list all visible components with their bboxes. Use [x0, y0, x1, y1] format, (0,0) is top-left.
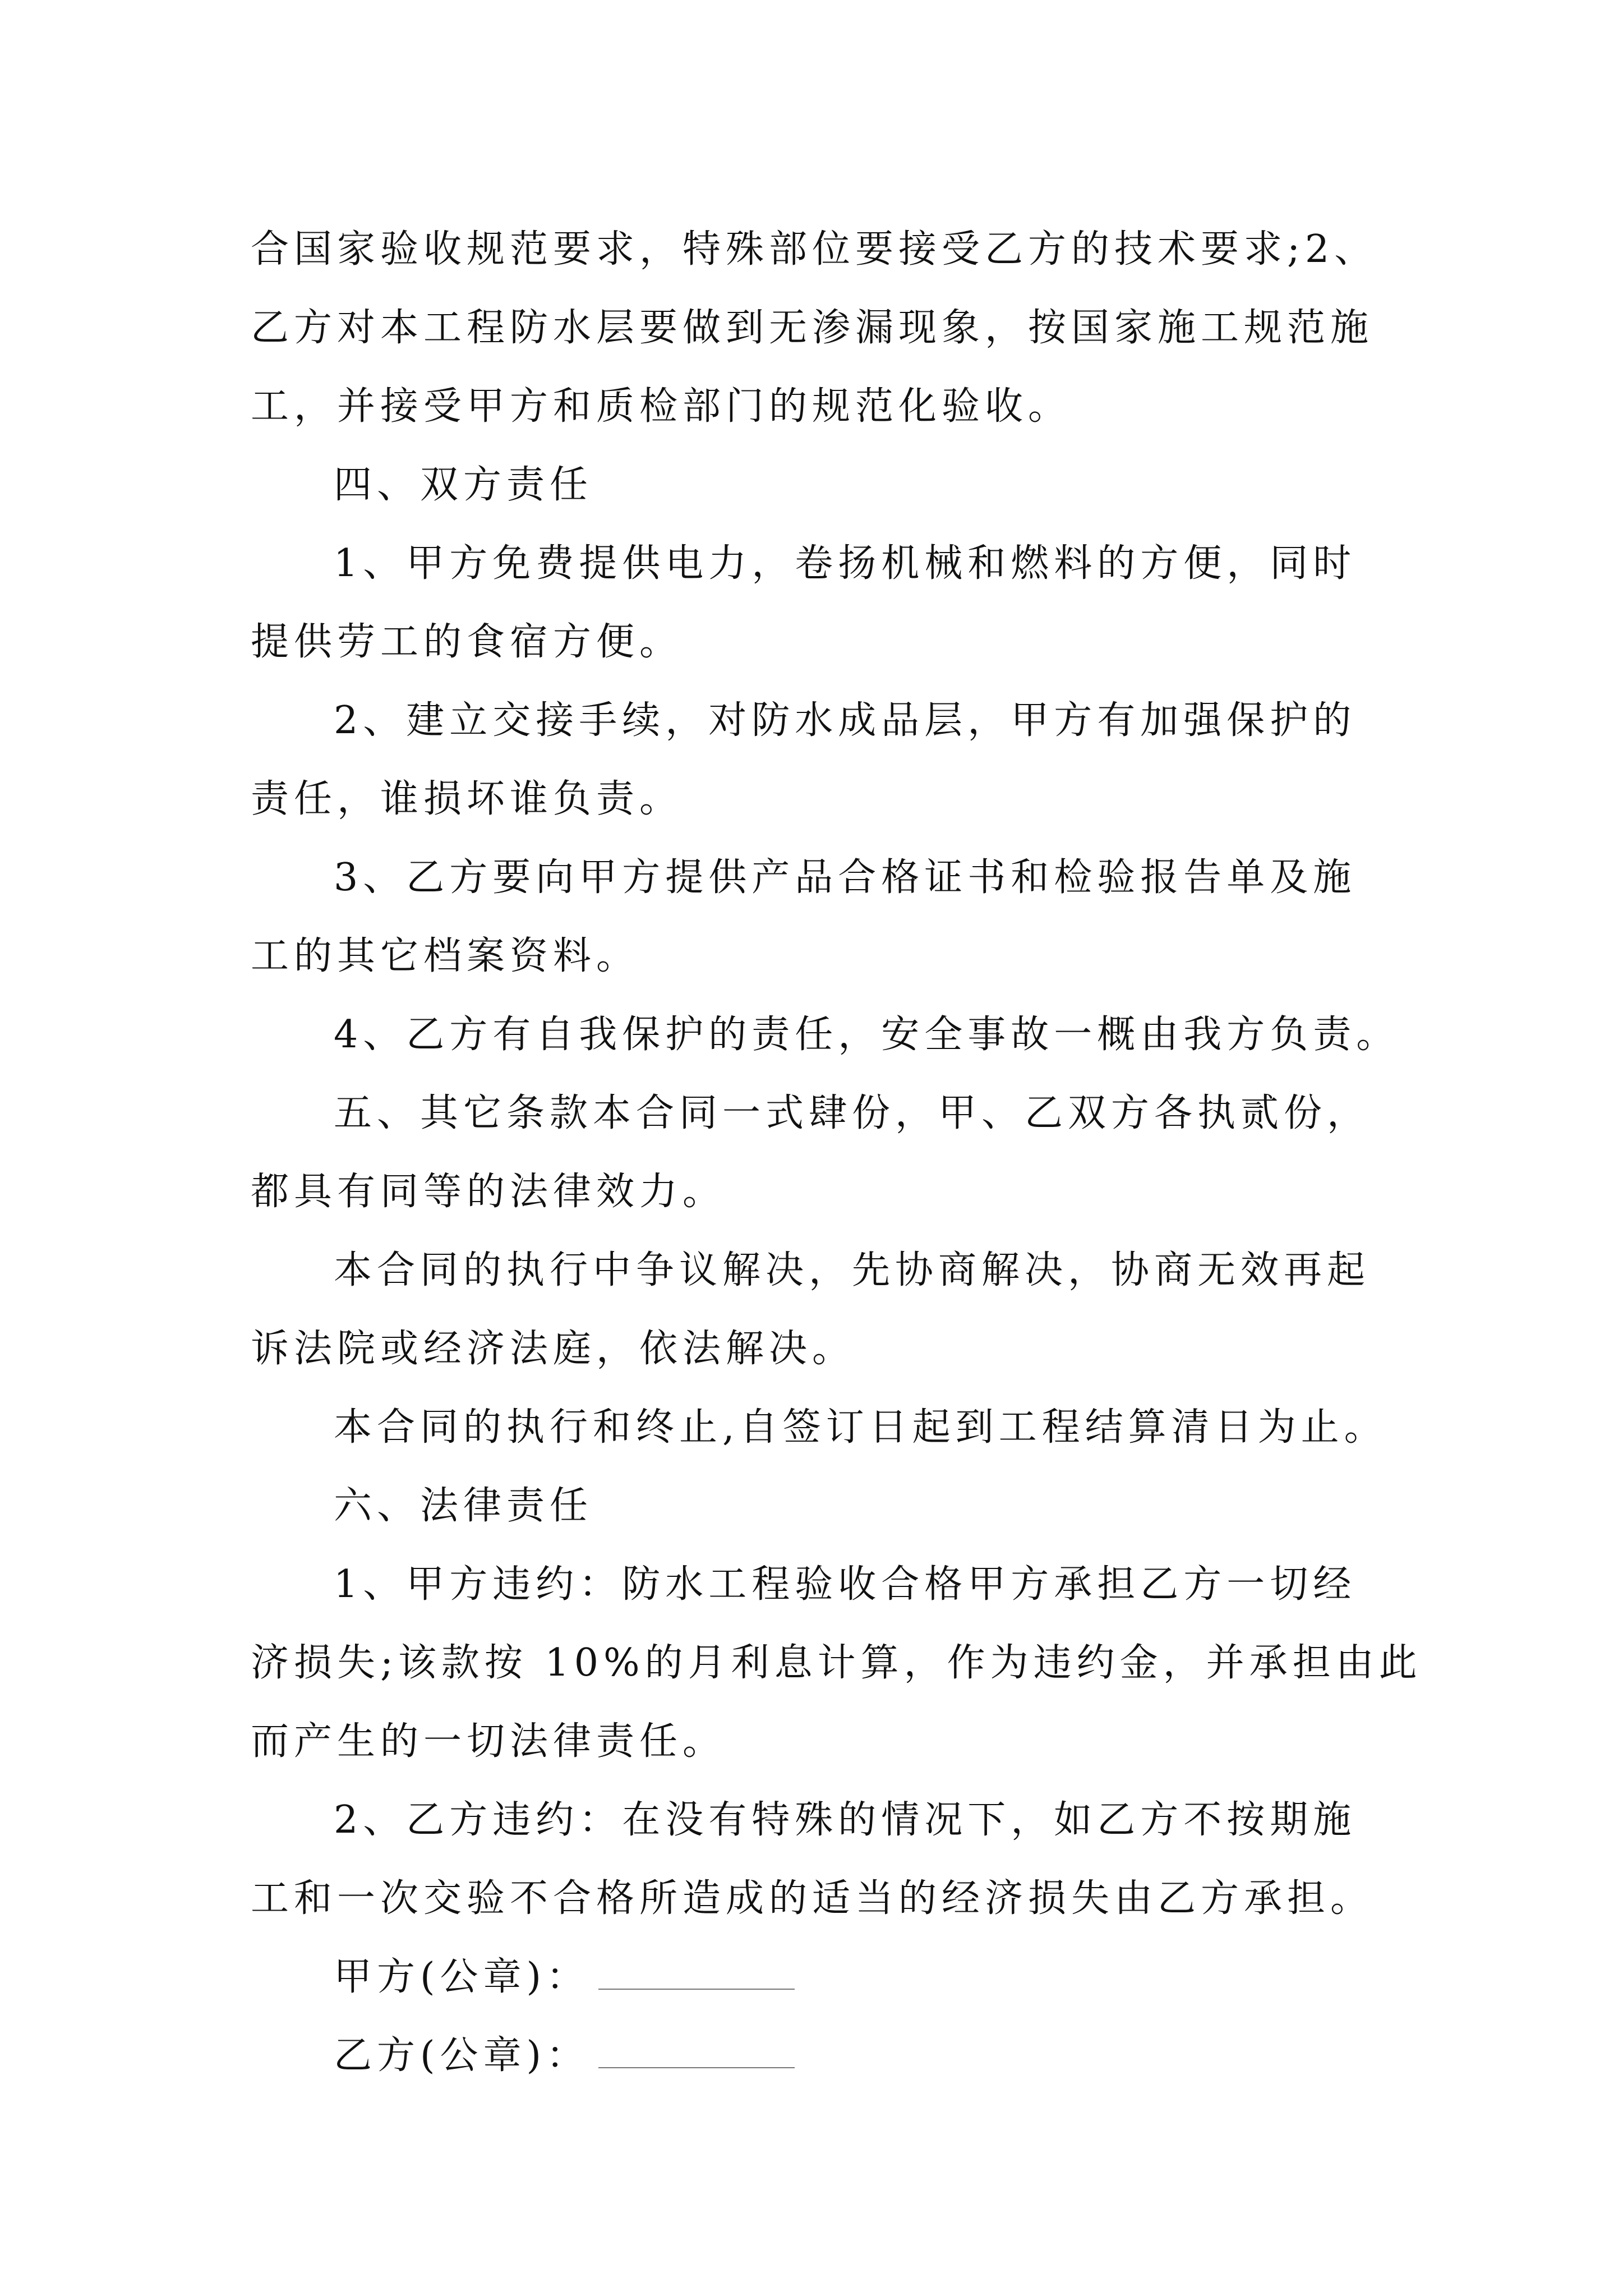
party-b-signature	[251, 2017, 1389, 2095]
document-body	[251, 210, 1422, 2095]
body-line: 2、乙方违约：在没有特殊的情况下，如乙方不按期施	[334, 1798, 1357, 1842]
party-b-label: 乙方(公章)：	[334, 2033, 590, 2078]
body-line: 工，并接受甲方和质检部门的规范化验收。	[251, 384, 1072, 429]
party-b-signature-line	[598, 2067, 795, 2068]
body-line: 提供劳工的食宿方便。	[251, 620, 683, 664]
party-a-label: 甲方(公章)：	[334, 1955, 590, 1999]
section-heading-5: 五、其它条款本合同一式肆份，甲、乙双方各执贰份，	[334, 1091, 1371, 1135]
body-line: 而产生的一切法律责任。	[251, 1719, 726, 1764]
party-a-signature	[251, 1938, 1389, 2017]
body-line: 乙方对本工程防水层要做到无渗漏现象，按国家施工规范施	[251, 306, 1374, 350]
body-line: 责任，谁损坏谁负责。	[251, 777, 683, 821]
section-heading-4: 四、双方责任	[334, 463, 593, 507]
body-line: 3、乙方要向甲方提供产品合格证书和检验报告单及施	[334, 855, 1357, 900]
body-line: 2、建立交接手续，对防水成品层，甲方有加强保护的	[334, 698, 1357, 743]
body-line: 工和一次交验不合格所造成的适当的经济损失由乙方承担。	[251, 1876, 1374, 1921]
body-line: 工的其它档案资料。	[251, 934, 640, 978]
body-line: 本合同的执行和终止,自签订日起到工程结算清日为止。	[334, 1405, 1387, 1450]
body-line: 4、乙方有自我保护的责任，安全事故一概由我方负责。	[334, 1013, 1400, 1057]
body-line: 济损失;该款按 10%的月利息计算，作为违约金，并承担由此	[251, 1641, 1422, 1685]
party-a-signature-line	[598, 1989, 795, 1990]
body-line: 都具有同等的法律效力。	[251, 1170, 726, 1214]
body-line: 1、甲方违约：防水工程验收合格甲方承担乙方一切经	[334, 1562, 1357, 1607]
body-line: 诉法院或经济法庭，依法解决。	[251, 1327, 856, 1371]
body-line: 合国家验收规范要求，特殊部位要接受乙方的技术要求;2、	[251, 227, 1378, 272]
section-heading-6: 六、法律责任	[334, 1484, 593, 1528]
body-line: 本合同的执行中争议解决，先协商解决，协商无效再起	[334, 1248, 1371, 1292]
body-line: 1、甲方免费提供电力，卷扬机械和燃料的方便，同时	[334, 541, 1357, 586]
